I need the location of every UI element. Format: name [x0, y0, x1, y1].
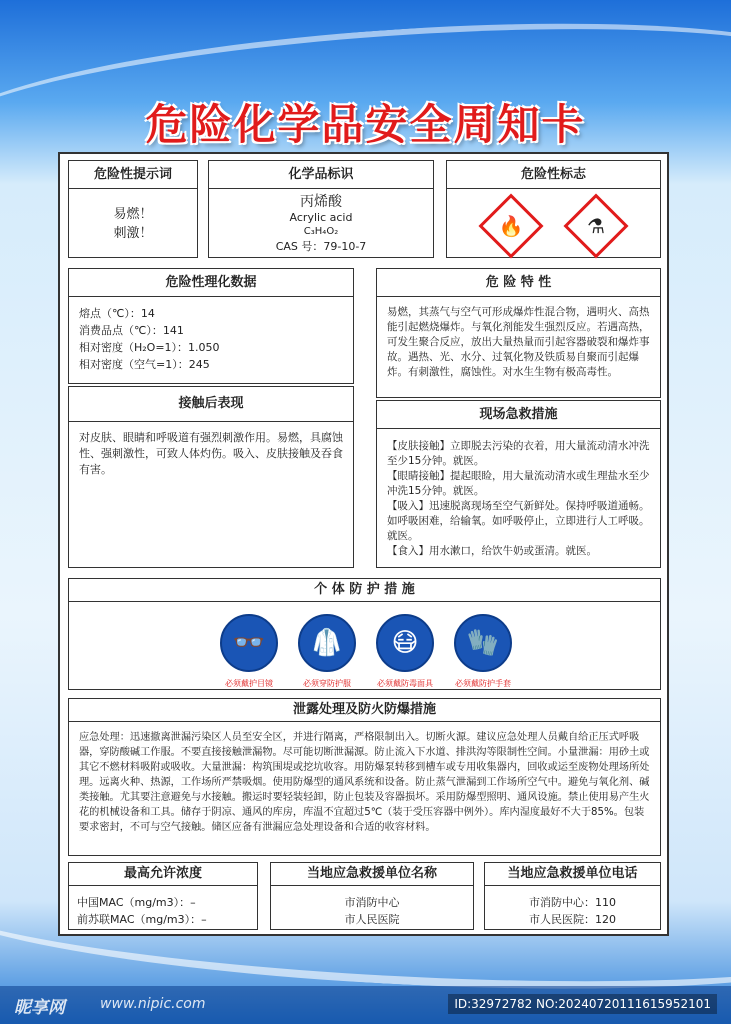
rescue-phone-line: 市人民医院：120: [529, 913, 616, 926]
leak-handling-box: [68, 698, 661, 856]
hazard-characteristics-text: 易燃，其蒸气与空气可形成爆炸性混合物，遇明火、高热能引起燃烧爆炸。与氧化剂能发生强烈反应。若遇高热，可发生聚合反应，放出大量热量而引起容器破裂和爆炸事故。遇热、光、水分、过氧化物及铁质易自聚而引起爆炸。有刺激性，腐蚀性。对水生生物有极高毒性。: [387, 306, 650, 378]
ppe-label: 必须穿防护服: [303, 679, 351, 688]
watermark-url: www.nipic.com: [100, 996, 206, 1012]
first-aid-box: [376, 400, 661, 568]
flame-icon: 🔥: [478, 193, 543, 258]
first-aid-line: 【吸入】迅速脱离现场至空气新鲜处。保持呼吸道通畅。如呼吸困难，给输氧。如呼吸停止，立即进行人工呼吸。就医。: [387, 500, 650, 542]
ppe-item: [453, 614, 513, 689]
hazard-word-box: [68, 160, 198, 258]
physical-data-line: 熔点（℃）：14: [79, 307, 155, 320]
rescue-phone-box: [484, 862, 661, 930]
goggles-icon: 👓: [220, 614, 278, 672]
ppe-item: [375, 614, 435, 689]
max-concentration-header: 最高允许浓度: [69, 863, 257, 886]
hazard-sign-header: 危险性标志: [447, 161, 660, 189]
max-concentration-box: [68, 862, 258, 930]
rescue-unit-line: 市消防中心: [344, 896, 400, 909]
corrosion-icon: ⚗: [564, 193, 629, 258]
protective-suit-icon: 🥼: [298, 614, 356, 672]
safety-card: [58, 152, 669, 936]
rescue-phone-line: 市消防中心：110: [529, 896, 616, 909]
physical-data-line: 消费品点（℃）：141: [79, 324, 184, 337]
physical-data-line: 相对密度（H₂O=1）：1.050: [79, 341, 220, 354]
contact-symptoms-text: 对皮肤、眼睛和呼吸道有强烈刺激作用。易燃，具腐蚀性、强刺激性，可致人体灼伤。吸入、皮肤接触及吞食有害。: [79, 431, 343, 476]
hazard-word-header: 危险性提示词: [69, 161, 197, 189]
contact-symptoms-box: [68, 386, 354, 568]
ppe-item: [297, 614, 357, 689]
mac-line: 前苏联MAC（mg/m3）：–: [77, 913, 207, 926]
hazard-word-line: 易燃！: [113, 207, 153, 222]
rescue-unit-box: [270, 862, 474, 930]
rescue-phone-header: 当地应急救援单位电话: [485, 863, 660, 886]
hazard-word-line: 刺激！: [113, 226, 153, 241]
gloves-icon: 🧤: [454, 614, 512, 672]
chemical-name-en: Acrylic acid: [289, 211, 353, 224]
physical-data-box: [68, 268, 354, 384]
chemical-id-header: 化学品标识: [209, 161, 433, 189]
cas-number: CAS 号：79-10-7: [275, 240, 367, 253]
physical-data-line: 相对密度（空气=1）：245: [79, 358, 210, 371]
contact-symptoms-header: 接触后表现: [69, 387, 353, 422]
ppe-item: [219, 614, 279, 689]
hazard-sign-box: [446, 160, 661, 258]
first-aid-line: 【眼睛接触】提起眼睑，用大量流动清水或生理盐水至少冲洗15分钟。就医。: [387, 470, 650, 497]
physical-data-header: 危险性理化数据: [69, 269, 353, 297]
ppe-label: 必须戴防毒面具: [377, 679, 433, 688]
rescue-unit-header: 当地应急救援单位名称: [271, 863, 473, 886]
ppe-label: 必须戴护目镜: [225, 679, 273, 688]
watermark-logo: 昵享网: [14, 998, 65, 1018]
first-aid-header: 现场急救措施: [377, 401, 660, 429]
gas-mask-icon: 😷: [376, 614, 434, 672]
hazard-characteristics-header: 危 险 特 性: [377, 269, 660, 297]
page-title: 危险化学品安全周知卡: [145, 100, 586, 149]
ppe-box: [68, 578, 661, 690]
first-aid-line: 【皮肤接触】立即脱去污染的衣着，用大量流动清水冲洗至少15分钟。就医。: [387, 440, 650, 467]
watermark-footer: [0, 986, 731, 1024]
leak-handling-header: 泄露处理及防火防爆措施: [69, 699, 660, 722]
chemical-id-box: [208, 160, 434, 258]
chemical-formula: C₃H₄O₂: [303, 226, 339, 237]
first-aid-line: 【食入】用水漱口，给饮牛奶或蛋清。就医。: [387, 545, 597, 557]
rescue-unit-line: 市人民医院: [344, 913, 400, 926]
hazard-characteristics-box: [376, 268, 661, 398]
ppe-label: 必须戴防护手套: [455, 679, 511, 688]
chemical-name-cn: 丙烯酸: [300, 194, 342, 210]
leak-handling-text: 应急处理：迅速撤离泄漏污染区人员至安全区，并进行隔离，严格限制出入。切断火源。建议应急处理人员戴自给正压式呼吸器，穿防酸碱工作服。不要直接接触泄漏物。尽可能切断泄漏源。防止流入下水道、排洪沟等限制性空间。小量泄漏：用砂土或其它不燃材料吸附或吸收。大量泄漏：构筑围堤或挖坑收容。用防爆泵转移到槽车或专用收集器内，回收或运至废物处理场所处理。远离火种、热源，工作场所严禁吸烟。使用防爆型的通风系统和设备。防止蒸气泄漏到工作场所空气中。避免与氧化剂、碱类接触。尤其要注意避免与水接触。搬运时要轻装轻卸，防止包装及容器损坏。采用防爆型照明、通风设施。禁止使用易产生火花的机械设备和工具。储存于阴凉、通风的库房，库温不宜超过5℃（装于受压容器中例外）。库内湿度最好不大于85%。包装要求密封，不可与空气接触。储区应备有泄漏应急处理设备和合适的收容材料。: [79, 732, 650, 833]
watermark-id: ID:32972782 NO:20240720111615952101: [448, 994, 717, 1014]
mac-line: 中国MAC（mg/m3）：–: [77, 896, 196, 909]
ppe-header: 个 体 防 护 措 施: [69, 579, 660, 602]
